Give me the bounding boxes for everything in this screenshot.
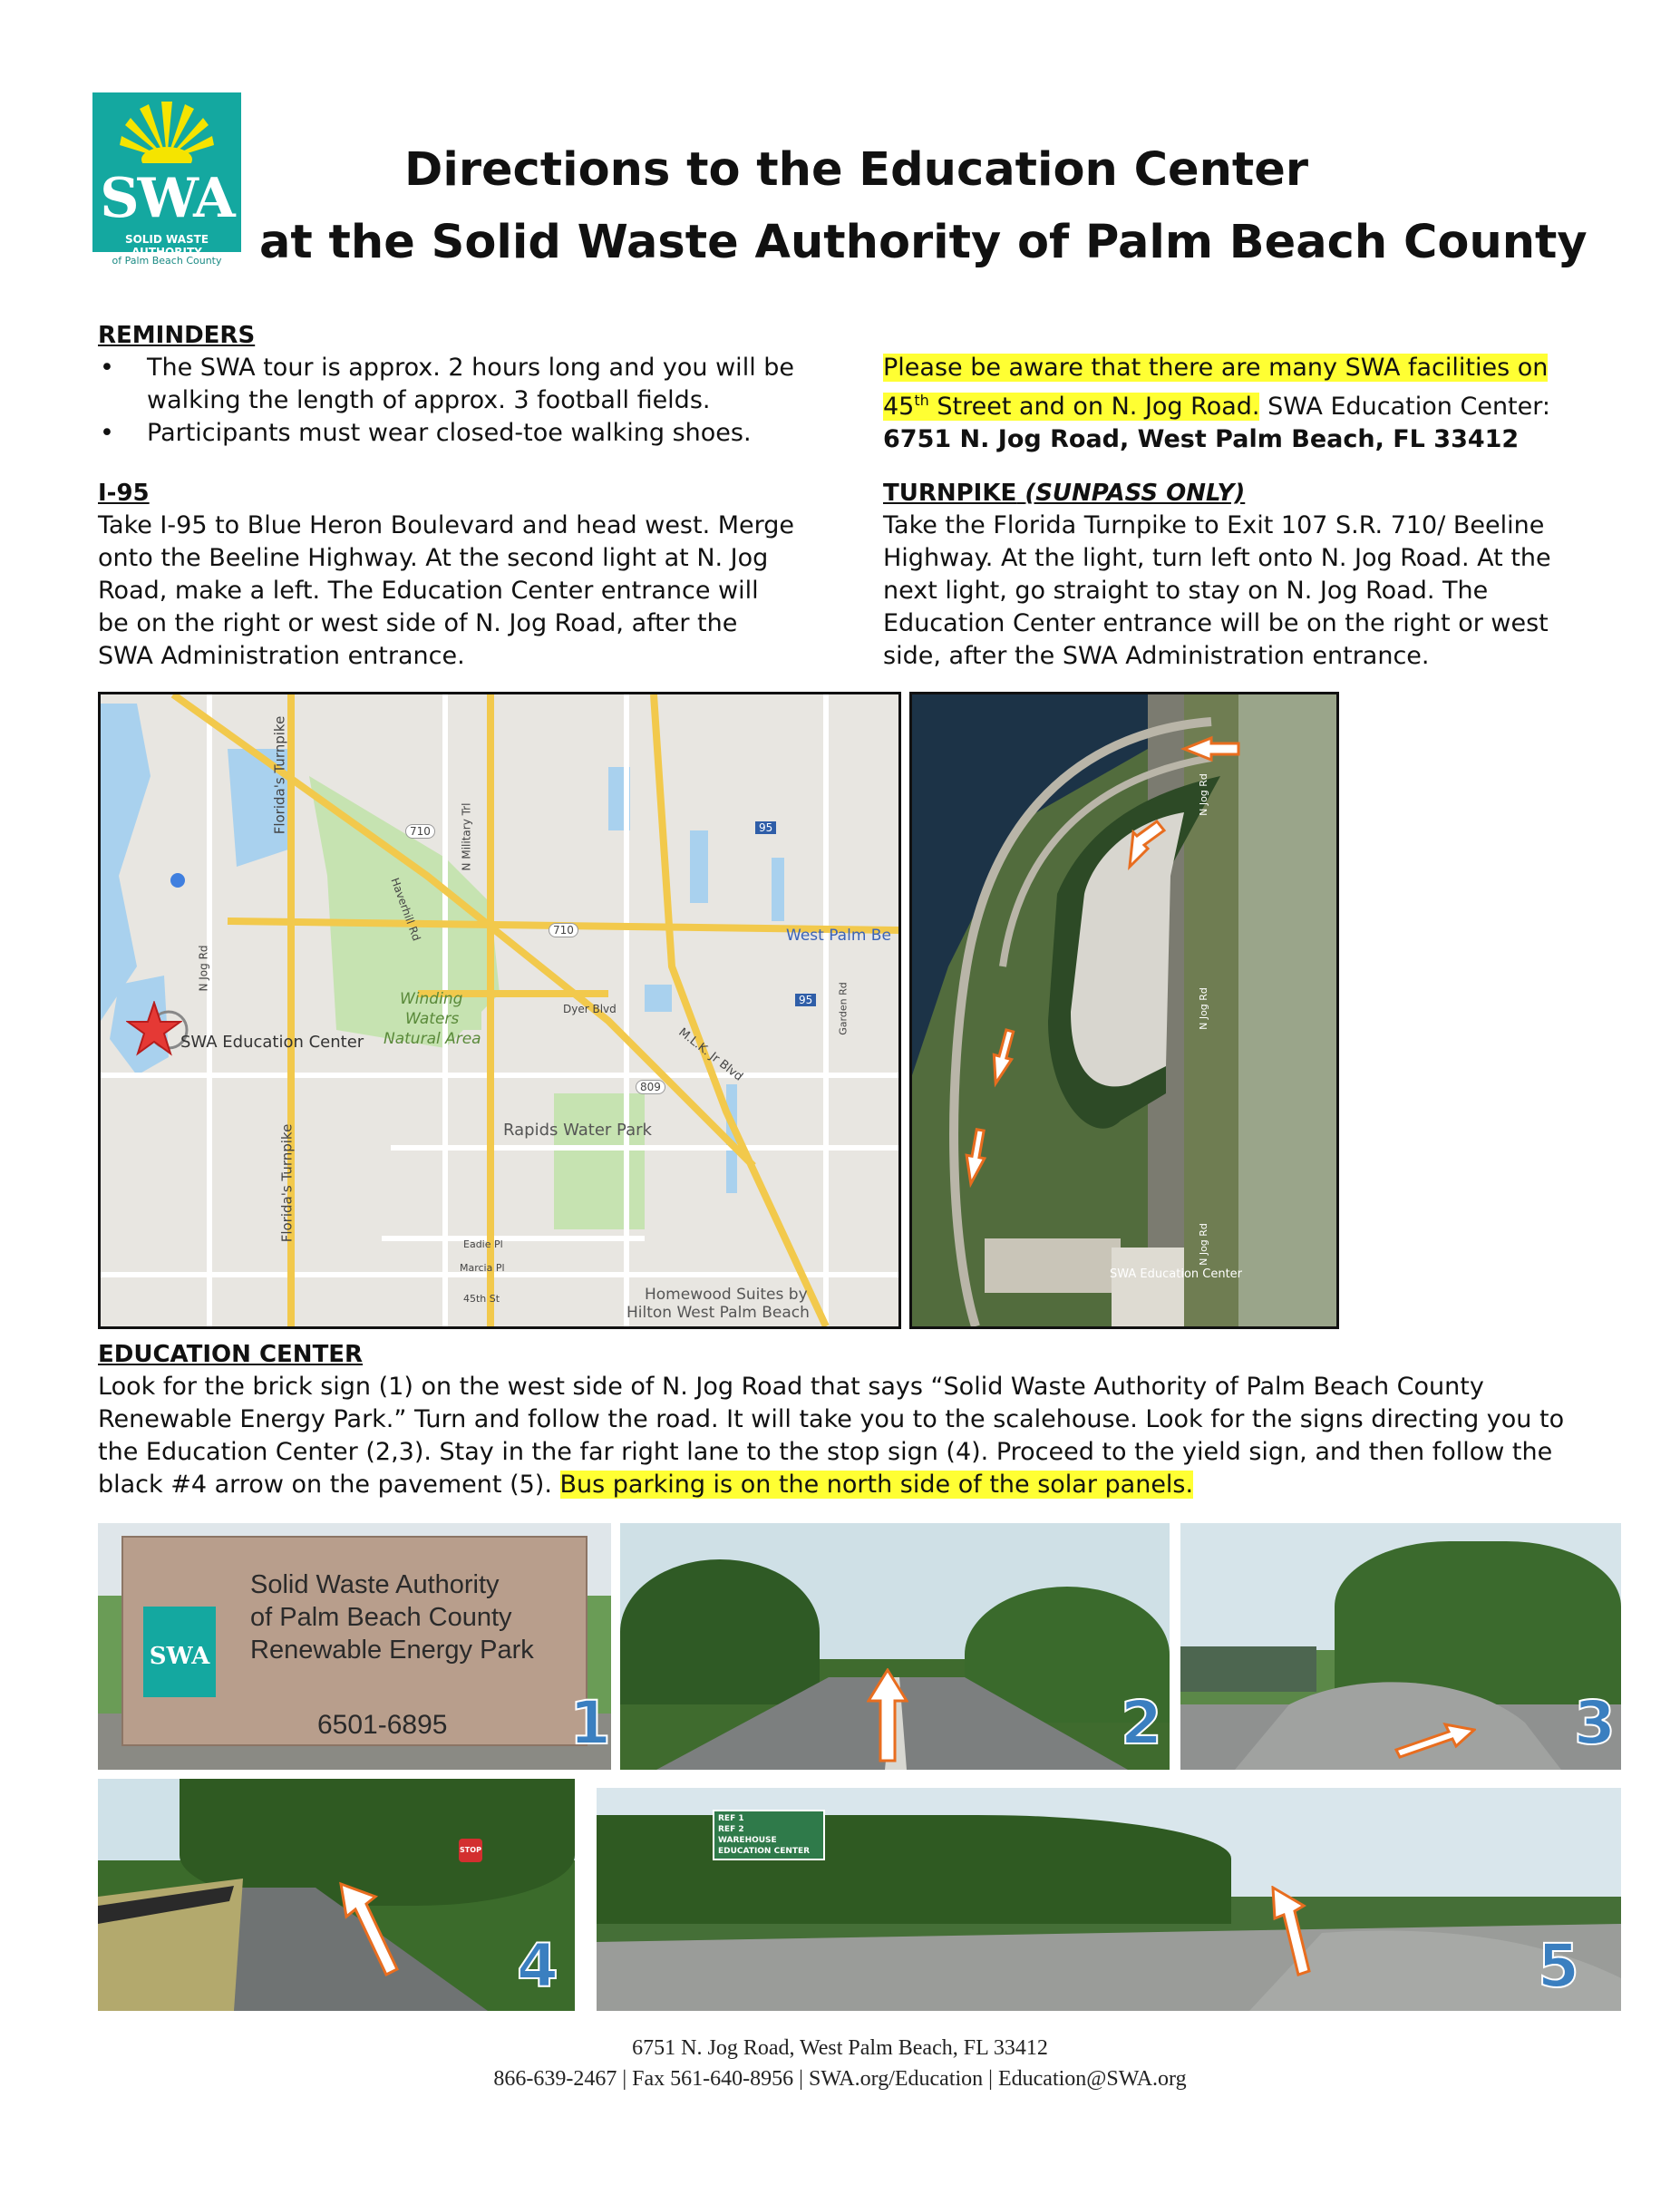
turnpike-text: Take the Florida Turnpike to Exit 107 S.R. 710/ Beeline Highway. At the light, turn left onto N. Jog Road. At the next light, go straight to stay on N. Jog Road. The Education Center entrance will be on the right or west side, after the SWA Administration entrance. [883, 511, 1551, 670]
photo-5-sign-line-4: EDUCATION CENTER [718, 1847, 811, 1856]
reminder-item: • Participants must wear closed-toe walking shoes. [98, 417, 796, 450]
map-label-edu: SWA Education Center [180, 1033, 364, 1052]
photo-1-sign-line-2: of Palm Beach County [250, 1603, 512, 1632]
aerial-road-3: N Jog Rd [1197, 1223, 1209, 1266]
photo-4-road [98, 1779, 575, 2011]
map-label-winding: Winding [400, 990, 463, 1008]
photo-5-sign-line-3: WAREHOUSE [718, 1836, 777, 1845]
map-label-eadie: Eadie Pl [463, 1238, 503, 1250]
reminders-heading: REMINDERS [98, 322, 256, 349]
photo-3-number: 3 [1574, 1688, 1616, 1758]
education-center-section [98, 1338, 1585, 1501]
map-shield-710-a: 710 [405, 824, 435, 839]
map-label-military: N Military Trl [460, 802, 473, 871]
photo-5-arrow-icon [1267, 1886, 1313, 1976]
reminders-list [98, 352, 796, 450]
aerial-label: SWA Education Center [1110, 1267, 1243, 1281]
turnpike-heading-italic: (SUNPASS ONLY) [1025, 480, 1246, 507]
logo-abbr: SWA [100, 167, 234, 230]
map-shield-809: 809 [636, 1080, 665, 1094]
photo-2-number: 2 [1121, 1688, 1162, 1758]
map-label-rapids: Rapids Water Park [503, 1121, 652, 1140]
photo-4-number: 4 [517, 1931, 558, 2001]
photo-5-sign-line-2: REF 2 [718, 1825, 744, 1834]
sun-icon [112, 100, 221, 163]
photo-1-logo: SWA [143, 1607, 216, 1697]
star-marker-icon [126, 1001, 182, 1057]
photo-1-sign-line-1: Solid Waste Authority [250, 1570, 500, 1599]
notice-highlight-2-sup: th [914, 392, 929, 409]
map-label-homewood-2: Hilton West Palm Beach [626, 1304, 810, 1322]
photo-3-road [1180, 1523, 1621, 1770]
map-label-westpalm: West Palm Be [786, 927, 891, 945]
photo-2-road [620, 1523, 1170, 1770]
map-label-45th: 45th St [463, 1293, 500, 1305]
map-label-marcia: Marcia Pl [460, 1262, 505, 1274]
photo-1-number: 1 [569, 1688, 611, 1758]
logo-county: of Palm Beach County [112, 255, 222, 267]
map-shield-i95-b: 95 [795, 994, 816, 1006]
photo-1-address-number: 6501-6895 [317, 1710, 448, 1740]
footer-address: 6751 N. Jog Road, West Palm Beach, FL 33412 [632, 2036, 1048, 2060]
map-label-turnpike-1: Florida's Turnpike [271, 715, 288, 835]
photo-5-number: 5 [1538, 1931, 1579, 2001]
photo-5-road [597, 1788, 1621, 2011]
edu-highlight: Bus parking is on the north side of the solar panels. [559, 1471, 1194, 1499]
road-map-graphic [101, 694, 898, 1326]
turnpike-heading: TURNPIKE [883, 480, 1017, 507]
notice-highlight-2-post: Street and on N. Jog Road. [928, 393, 1260, 421]
notice-highlight-1: Please be aware that there are many SWA facilities on [883, 354, 1549, 382]
photo-5-direction-sign [713, 1810, 825, 1860]
aerial-arrows [912, 694, 1336, 1326]
map-shield-i95-a: 95 [755, 821, 776, 834]
edu-heading: EDUCATION CENTER [98, 1341, 364, 1368]
swa-logo [92, 92, 241, 268]
aerial-road-2: N Jog Rd [1197, 987, 1209, 1030]
title-line-1: Directions to the Education Center [404, 143, 1309, 197]
map-label-homewood-1: Homewood Suites by [645, 1286, 808, 1304]
photo-3-arrow-icon [1394, 1723, 1476, 1759]
photo-1-brick-sign [98, 1523, 611, 1770]
i95-text: Take I-95 to Blue Heron Boulevard and head west. Merge onto the Beeline Highway. At the second light at N. Jog Road, make a left. The Education Center entrance will be on the right or west side of N. Jog Road, after the SWA Administration entrance. [98, 511, 795, 670]
i95-section [98, 477, 796, 673]
map-label-njog: N Jog Rd [197, 945, 210, 992]
title-line-2: at the Solid Waste Authority of Palm Beach County [259, 216, 1588, 269]
map-label-haverhill: Haverhill Rd [388, 876, 423, 943]
map-label-dyer: Dyer Blvd [563, 1003, 617, 1015]
notice-plain: SWA Education Center: [1259, 393, 1550, 421]
photo-1-sign-line-3: Renewable Energy Park [250, 1636, 534, 1665]
reminder-item: • The SWA tour is approx. 2 hours long and you will be walking the length of approx. 3 football fields. [98, 352, 796, 417]
photo-2-arrow-icon [867, 1668, 908, 1762]
map-label-garden: Garden Rd [837, 982, 850, 1035]
map-label-natural: Natural Area [384, 1030, 481, 1048]
logo-authority: SOLID WASTE [124, 233, 209, 246]
map-label-waters: Waters [405, 1010, 460, 1028]
map-label-mlk: M.L.K. Jr Blvd [675, 1025, 745, 1084]
aerial-map[interactable] [909, 692, 1339, 1329]
footer-contact: 866-639-2467 | Fax 561-640-8956 | SWA.org/Education | Education@SWA.org [493, 2067, 1187, 2091]
edu-text: Look for the brick sign (1) on the west side of N. Jog Road that says “Solid Waste Authority of Palm Beach County Renewable Energy Park.” Turn and follow the road. It will take you to the scalehouse. Look for the signs directing you to the Education Center (2,3). Stay in the far right lane to the stop sign (4). Proceed to the yield sign, and then follow the black #4 arrow on the pavement (5). [98, 1373, 1565, 1499]
photo-4-arrow-icon [335, 1880, 399, 1980]
photo-5-sign-line-1: REF 1 [718, 1814, 744, 1823]
reminders-section [98, 319, 796, 450]
notice-address: 6751 N. Jog Road, West Palm Beach, FL 33412 [883, 425, 1520, 453]
notice-block [883, 352, 1572, 456]
photo-4-stop-sign: STOP [459, 1839, 482, 1862]
map-label-turnpike-2: Florida's Turnpike [278, 1123, 296, 1243]
footer [0, 2033, 1680, 2094]
aerial-road-1: N Jog Rd [1197, 773, 1209, 816]
i95-heading: I-95 [98, 480, 150, 507]
notice-highlight-2-pre: 45 [883, 393, 915, 421]
turnpike-section [883, 477, 1572, 673]
road-map[interactable] [98, 692, 901, 1329]
map-shield-710-b: 710 [549, 923, 578, 937]
